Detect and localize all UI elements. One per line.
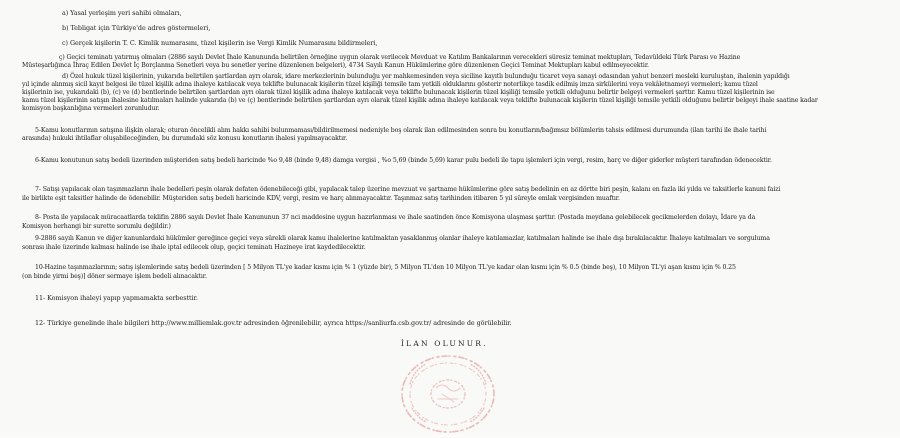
para-8-line-1: 8- Posta ile yapılacak müracaatlarda teklifin 2886 sayılı Devlet İhale Kanununun 37 nci maddesine uygun hazırlanması ve ihale saatinden önce Komisyona ulaşması şarttır. (Postada meydana gelebilecek gecikmelerden dolayı, İdare ya da — [35, 214, 756, 221]
official-seal-stamp — [392, 344, 504, 434]
item-c: c) Gerçek kişilerin T. C. Kimlik numarasını, tüzel kişilerin ise Vergi Kimlik Numarasını bildirmeleri, — [62, 39, 378, 47]
item-d-line-2: yıl içinde alınmış sicil kayıt belgesi ile tüzel kişilik adına ihaleye katılacak veya teklifte bulunacak kişilerin tüzel kişiliği temsile tam yetkili olduklarını gösterir noterlikçe tasdik edilmiş imza sirkülerini veya vekâletnameyi vermeleri; kamu tüzel — [22, 81, 758, 88]
para-9-line-2: sonrası ihale üzerinde kalması halinde ise ihale iptal edilecek olup, geçici teminatı Hazineye irat kaydedilecektir. — [22, 244, 366, 251]
para-10-line-1: 10-Hazine taşınmazlarının; satış işlemlerinde satış bedeli üzerinden [ 5 Milyon TL'ye kadar kısmı için % 1 (yüzde bir), 5 Milyon TL'den 10 Milyon TL'ye kadar olan kısmı için % 0.5 (binde beş), 10 Milyon TL'yi aşan kısmı için % 0.25 — [35, 264, 736, 271]
item-d-line-5: komisyon başkanlığına vermeleri zorunludur. — [22, 105, 160, 112]
seal-icon — [392, 344, 504, 434]
para-11: 11- Komisyon ihaleyi yapıp yapmamakta serbesttir. — [35, 294, 198, 302]
item-b: b) Tebligat için Türkiye'de adres göstermeleri, — [62, 24, 211, 32]
item-cc-line-1: ç) Geçici teminatı yatırmış olmaları (2886 sayılı Devlet İhale Kanununda belirtilen örneğine uygun olarak verilecek Mevduat ve Katılım Bankalarının verecekleri süresiz teminat mektupları, Tedavüldeki Türk Parası ve Hazine — [59, 54, 741, 61]
para-8-line-2: Komisyon herhangi bir surette sorumlu değildir.) — [22, 223, 171, 230]
ilan-olunur-heading: İLAN OLUNUR. — [401, 339, 488, 348]
item-d-line-1: d) Özel hukuk tüzel kişilerinin, yukarıda belirtilen şartlardan ayrı olarak, idare merkezlerinin bulunduğu yer mahkemesinden veya siciline kayıtlı bulunduğu ticaret veya sanayi odasından yahut benzeri mesleki kuruluştan, ihalenin yapıldığı — [62, 73, 790, 80]
item-d-line-4: kamu tüzel kişilerinin satışın ihalesine katılmaları halinde yukarıda (b) ve (ç) bentlerinde belirtilen şartlardan ayrı olarak tüzel kişilik adına ihaleye katılacak veya teklifte bulunacak kişilerin tüzel kişiliği temsile yetkili olduğunu belirtir belgeyi ihale saatine kadar — [22, 97, 818, 104]
para-9-line-1: 9-2886 sayılı Kanun ve diğer kanunlardaki hükümler gereğince geçici veya sürekli olarak kamu ihalelerine katılmaktan yasaklanmış olanlar ihaleye katılamazlar, katılmaları halinde ise ihale dışı bırakılacaktır. İhaleye katılmaları ve sorguluma — [35, 235, 770, 242]
item-a: a) Yasal yerleşim yeri sahibi olmaları, — [62, 9, 182, 17]
item-cc-line-2: Müsteşarlığınca İhraç Edilen Devlet İç Borçlanma Senetleri veya bu senetler yerine düzenlenen belgeleri), 4734 Sayılı Kanun Hükümlerine göre düzenlenen Geçici Teminat Mektupları kabul edilmeyecektir. — [22, 62, 649, 69]
para-5-line-2: arasında) hukuki ihtilaflar oluşabileceğinden, bu durumdaki söz konusu konutların ihalesi yapılmayacaktır. — [22, 135, 348, 142]
item-d-line-3: kişilerinin ise, yukarıdaki (b), (c) ve (d) bentlerinde belirtilen şartlardan ayrı olarak tüzel kişilik adına ihaleye katılacak veya teklifte bulunacak kişilerin tüzel kişiliği temsile yetkili olduğunu belirtir belgeyi vermeleri şarttır. Kamu tüzel kişilerinin ise — [22, 89, 775, 96]
para-5-line-1: 5-Kamu konutlarının satışına ilişkin olarak; oturan öncelikli alım hakkı sahibi bulunmaması/bildirilmemesi nedeniyle boş olarak ilan edilmesinden sonra bu konutların/bağımsız bölümlerin tahsis edilmesi durumunda (ilan tarihi ile ihale tarihi — [35, 127, 767, 134]
para-12: 12- Türkiye genelinde ihale bilgileri http://www.milliemlak.gov.tr adresinden öğrenilebilir, ayrıca https://sanliurfa.csb.gov.tr/ adresinde de görülebilir. — [35, 319, 512, 327]
para-10-line-2: (on binde yirmi beş)] döner sermaye işlem bedeli alınacaktır. — [22, 273, 207, 280]
para-7-line-1: 7- Satışı yapılacak olan taşınmazların ihale bedelleri peşin olarak defaten ödenebileceği gibi, yapılacak talep üzerine mevzuat ve şartname hükümlerine göre satış bedelinin en az dörtte biri peşin, kalanı en fazla iki yılda ve taksitlerle kanuni faizi — [35, 186, 781, 193]
para-6: 6-Kamu konutunun satış bedeli üzerinden müşteriden satış bedeli haricinde %o 9,48 (binde 9,48) damga vergisi , %o 5,69 (binde 5,69) karar pulu bedeli ile tapu işlemleri için vergi, resim, harç ve diğer giderler müşteri tarafından ödenecektir. — [35, 157, 772, 164]
para-7-line-2: ile birlikte eşit taksitler halinde de ödenebilir. Müşteriden satış bedeli haricinde KDV, vergi, resim ve harç alınmayacaktır. Taşınmaz satış tarihinden itibaren 5 yıl süreyle emlak vergisinden muaftır. — [22, 195, 620, 202]
